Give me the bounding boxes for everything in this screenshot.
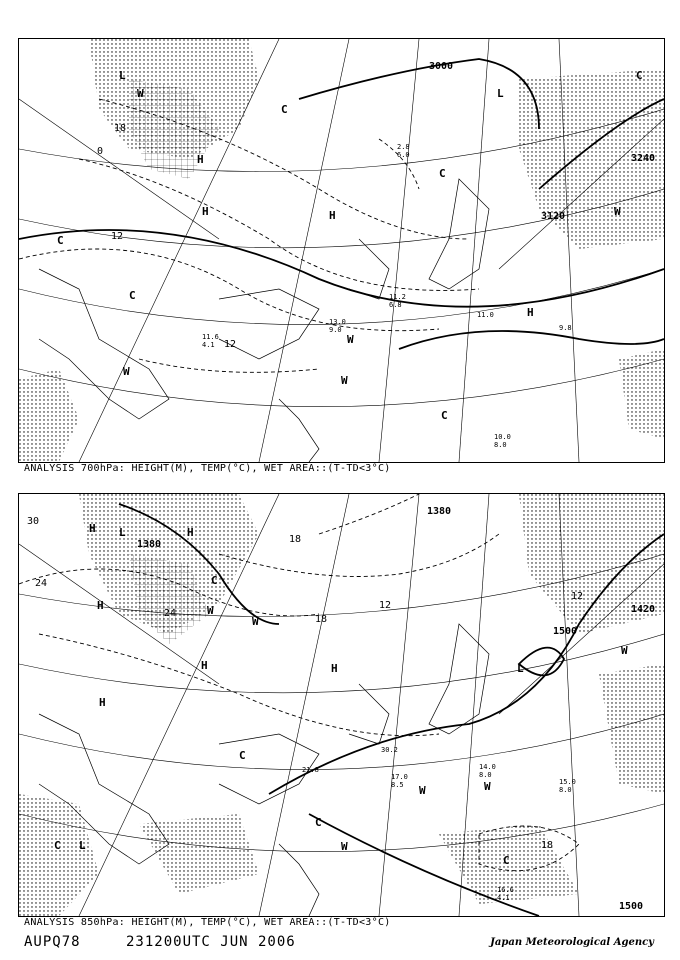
analysis-timestamp: 231200UTC JUN 2006 (126, 934, 296, 950)
center-symbol: H (201, 659, 208, 672)
isotherm-label: 0 (97, 146, 104, 157)
center-symbol: L (79, 839, 86, 852)
station-value: 4.1 (497, 894, 510, 902)
height-label: 3000 (429, 61, 454, 72)
height-label: 1420 (631, 604, 656, 615)
isotherm-label: 12 (379, 600, 392, 611)
height-label: 3240 (631, 153, 656, 164)
isotherm-label: 12 (111, 231, 124, 242)
map-panel-700hpa (18, 38, 665, 463)
center-symbol: H (187, 526, 194, 539)
center-symbol: L (497, 87, 504, 100)
coastlines (39, 179, 489, 462)
station-value: 30.2 (381, 746, 398, 754)
center-symbol: C (129, 289, 136, 302)
station-value: 11.2 (389, 293, 406, 301)
station-value: 15.0 (559, 778, 576, 786)
height-label: 1500 (553, 626, 578, 637)
center-symbol: W (621, 644, 628, 657)
station-value: 8.5 (391, 781, 404, 789)
isotherm-label: 24 (35, 578, 48, 589)
panel-caption-700hpa: ANALYSIS 700hPa: HEIGHT(M), TEMP(°C), WET AREA::(T-TD<3°C) (24, 463, 391, 474)
center-symbol: W (347, 333, 354, 346)
station-value: 21.8 (302, 766, 319, 774)
center-symbol: H (97, 599, 104, 612)
center-symbol: W (341, 840, 348, 853)
center-symbol: W (207, 604, 214, 617)
wet-areas (19, 39, 664, 462)
isotherm-label: 12 (571, 591, 584, 602)
product-code: AUPQ78 (24, 934, 81, 950)
map-700hpa (19, 39, 664, 462)
station-value: 13.0 (329, 318, 346, 326)
station-value: 10.0 (494, 433, 511, 441)
center-symbol: H (197, 153, 204, 166)
station-value: 9.0 (329, 326, 342, 334)
center-symbol: C (211, 574, 218, 587)
center-symbol: W (252, 615, 259, 628)
center-symbol: L (119, 526, 126, 539)
isotherm-label: 18 (289, 534, 302, 545)
isotherm-label: 30 (27, 516, 40, 527)
center-symbol: W (123, 365, 130, 378)
station-value: 8.0 (479, 771, 492, 779)
center-symbol: W (341, 374, 348, 387)
center-symbol: C (439, 167, 446, 180)
center-symbol: C (54, 839, 61, 852)
station-value: 11.6 (202, 333, 219, 341)
station-value: 8.0 (559, 786, 572, 794)
center-symbol: W (484, 780, 491, 793)
station-value: 16.6 (497, 886, 514, 894)
height-label: 1380 (427, 506, 452, 517)
station-plots (202, 143, 572, 449)
center-symbol: W (419, 784, 426, 797)
isotherm-label: 18 (315, 614, 328, 625)
center-symbol: H (89, 522, 96, 535)
center-symbol: C (239, 749, 246, 762)
height-label: 3120 (541, 211, 566, 222)
height-label: 1380 (137, 539, 162, 550)
center-symbol: C (281, 103, 288, 116)
center-symbol: C (315, 816, 322, 829)
center-symbol: C (441, 409, 448, 422)
center-symbol: H (527, 306, 534, 319)
center-symbol: H (331, 662, 338, 675)
station-value: 4.1 (202, 341, 215, 349)
map-panel-850hpa (18, 493, 665, 917)
station-value: 14.0 (479, 763, 496, 771)
center-symbol: L (517, 662, 524, 675)
isotherms (19, 99, 479, 372)
coastlines (39, 624, 489, 916)
center-symbol: H (329, 209, 336, 222)
center-symbol: W (614, 205, 621, 218)
center-symbol: C (503, 854, 510, 867)
station-value: 6.8 (389, 301, 402, 309)
station-value: 11.0 (477, 311, 494, 319)
center-symbol: W (137, 87, 144, 100)
isotherm-label: 12 (224, 339, 237, 350)
isotherm-label: 18 (114, 123, 127, 134)
center-symbol: H (99, 696, 106, 709)
agency-name: Japan Meteorological Agency (490, 937, 654, 948)
height-label: 1500 (619, 901, 644, 912)
isotherm-label: 18 (541, 840, 554, 851)
station-value: 8.0 (494, 441, 507, 449)
map-850hpa (19, 494, 664, 916)
center-symbol: L (119, 69, 126, 82)
station-value: 6.0 (397, 151, 410, 159)
center-symbol: H (202, 205, 209, 218)
panel-caption-850hpa: ANALYSIS 850hPa: HEIGHT(M), TEMP(°C), WET AREA::(T-TD<3°C) (24, 917, 391, 928)
station-value: 9.8 (559, 324, 572, 332)
station-value: 17.0 (391, 773, 408, 781)
center-symbol: C (57, 234, 64, 247)
center-symbol: C (636, 69, 643, 82)
isotherm-label: 24 (164, 608, 177, 619)
station-value: 2.8 (397, 143, 410, 151)
